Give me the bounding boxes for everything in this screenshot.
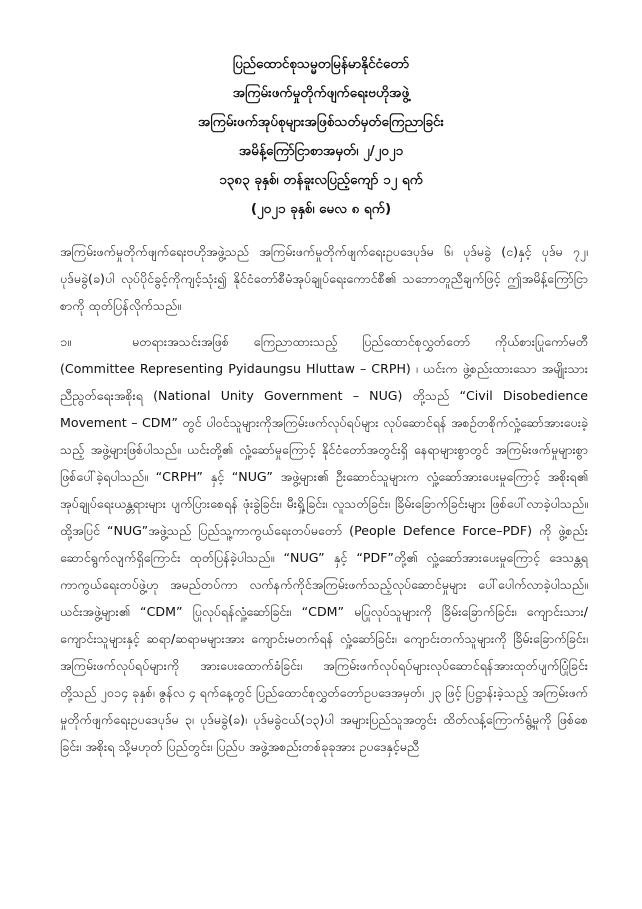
paragraph-number: ၁။ bbox=[60, 334, 71, 349]
document-header bbox=[60, 50, 582, 224]
order-number: အမိန့်ကြော်ငြာစာအမှတ်၊ ၂/၂၀၂၁ bbox=[238, 143, 404, 159]
document-body bbox=[60, 238, 588, 769]
paragraph-1 bbox=[60, 328, 588, 760]
myanmar-date: ၁၃၈၃ ခုနှစ်၊ တန်ခူးလပြည့်ကျော် ၁၂ ရက် bbox=[219, 172, 423, 188]
intro-paragraph: အကြမ်းဖက်မှုတိုက်ဖျက်ရေးဗဟိုအဖွဲ့သည် အကြမ်းဖက်မှုတိုက်ဖျက်ရေးဥပဒေပုဒ်မ ၆၊ ပုဒ်မခွဲ (င)နှင့် ပုဒ်မ ၇၂၊ ပုဒ်မခွဲ(ခ)ပါ လုပ်ပိုင်ခွင့်ကိုကျင့်သုံး၍ နိုင်ငံတော်စီမံအုပ်ချုပ်ရေးကောင်စီ၏ သဘောတူညီချက်ဖြင့် ဤအမိန့်ကြော်ငြာစာကို ထုတ်ပြန်လိုက်သည်။ bbox=[60, 244, 588, 313]
gregorian-date: (၂၀၂၁ ခုနှစ်၊ မေလ ၈ ရက်) bbox=[250, 201, 392, 217]
document-title: အကြမ်းဖက်အုပ်စုများအဖြစ်သတ်မှတ်ကြေညာခြင်း bbox=[198, 114, 444, 130]
paragraph-1-text: မတရားအသင်းအဖြစ် ကြေညာထားသည့် ပြည်ထောင်စုလွှတ်တော် ကိုယ်စားပြုကော်မတီ (Committee Representing Pyidaungsu Hluttaw – CRPH) ၊ ယင်းက ဖွဲ့စည်းထားသော အမျိုးသားညီညွတ်ရေးအစိုးရ (National Unity Government – NUG) တို့သည် “Civil Disobedience Movement – CDM” တွင် ပါဝင်သူများကိုအကြမ်းဖက်လုပ်ရပ်များ လုပ်ဆောင်ရန် အစဉ်တစိုက်လှုံ့ဆော်အားပေးခဲ့သည့် အဖွဲ့များဖြစ်ပါသည်။ ယင်းတို့၏ လှုံ့ဆော်မှုကြောင့် နိုင်ငံတော်အတွင်းရှိ နေရာများစွာတွင် အကြမ်းဖက်မှုများစွာ ဖြစ်ပေါ်ခဲ့ရပါသည်။ “CRPH” နှင့် “NUG” အဖွဲ့များ၏ ဦးဆောင်သူများက လှုံ့ဆော်အားပေးမှုကြောင့် အစိုးရ၏ အုပ်ချုပ်ရေးယန္တရားများ ပျက်ပြားစေရန် ဖုံးခွဲခြင်း၊ မီးရှို့ခြင်း၊ လူသတ်ခြင်း၊ ခြိမ်းခြောက်ခြင်းများ ဖြစ်ပေါ်လာခဲ့ပါသည်။ ထို့အပြင် “NUG”အဖွဲ့သည် ပြည်သူ့ကာကွယ်ရေးတပ်မတော် (People Defence Force–PDF) ကို ဖွဲ့စည်းဆောင်ရွက်လျက်ရှိကြောင်း ထုတ်ပြန်ခဲ့ပါသည်။ “NUG” နှင့် “PDF”တို့၏ လှုံ့ဆော်အားပေးမှုကြောင့် ဒေသန္တရကာကွယ်ရေးတပ်ဖွဲ့ဟု အမည်တပ်ကာ လက်နက်ကိုင်အကြမ်းဖက်သည့်လုပ်ဆောင်မှုများ ပေါ်ပေါက်လာခဲ့ပါသည်။ ယင်းအဖွဲ့များ၏ “CDM” ပြုလုပ်ရန်လှုံ့ဆော်ခြင်း၊ “CDM” မပြုလုပ်သူများကို ခြိမ်းခြောက်ခြင်း၊ ကျောင်းသား/ ကျောင်းသူများနှင့် ဆရာ/ဆရာမများအား ကျောင်းမတက်ရန် လှုံ့ဆော်ခြင်း၊ ကျောင်းတက်သူများကို ခြိမ်းခြောက်ခြင်း၊ အကြမ်းဖက်လုပ်ရပ်များကို အားပေးထောက်ခံခြင်း၊ အကြမ်းဖက်လုပ်ရပ်များလုပ်ဆောင်ရန်အားထုတ်ပျက်ပြုံခြင်းတို့သည် ၂၀၁၄ ခုနှစ်၊ ဇွန်လ ၄ ရက်နေ့တွင် ပြည်ထောင်စုလွှတ်တော်ဥပဒေအမှတ်၊ ၂၃ ဖြင့် ပြဋ္ဌာန်းခဲ့သည့် အကြမ်းဖက်မှုတိုက်ဖျက်ရေးဥပဒေပုဒ်မ ၃၊ ပုဒ်မခွဲ(ခ)၊ ပုဒ်မခွဲငယ်(၁၃)ပါ အများပြည်သူအတွင်း ထိတ်လန့်ကြောက်ရွံ့မှုကို ဖြစ်စေခြင်း၊ အစိုးရ သို့မဟုတ် ပြည်တွင်း၊ ပြည်ပ အဖွဲ့အစည်းတစ်ခုခုအား ဥပဒေနှင့်မညီ bbox=[60, 334, 588, 754]
committee-name: အကြမ်းဖက်မှုတိုက်ဖျက်ရေးဗဟိုအဖွဲ့ bbox=[232, 85, 410, 101]
country-name: ပြည်ထောင်စုသမ္မတမြန်မာနိုင်ငံတော် bbox=[232, 56, 410, 72]
